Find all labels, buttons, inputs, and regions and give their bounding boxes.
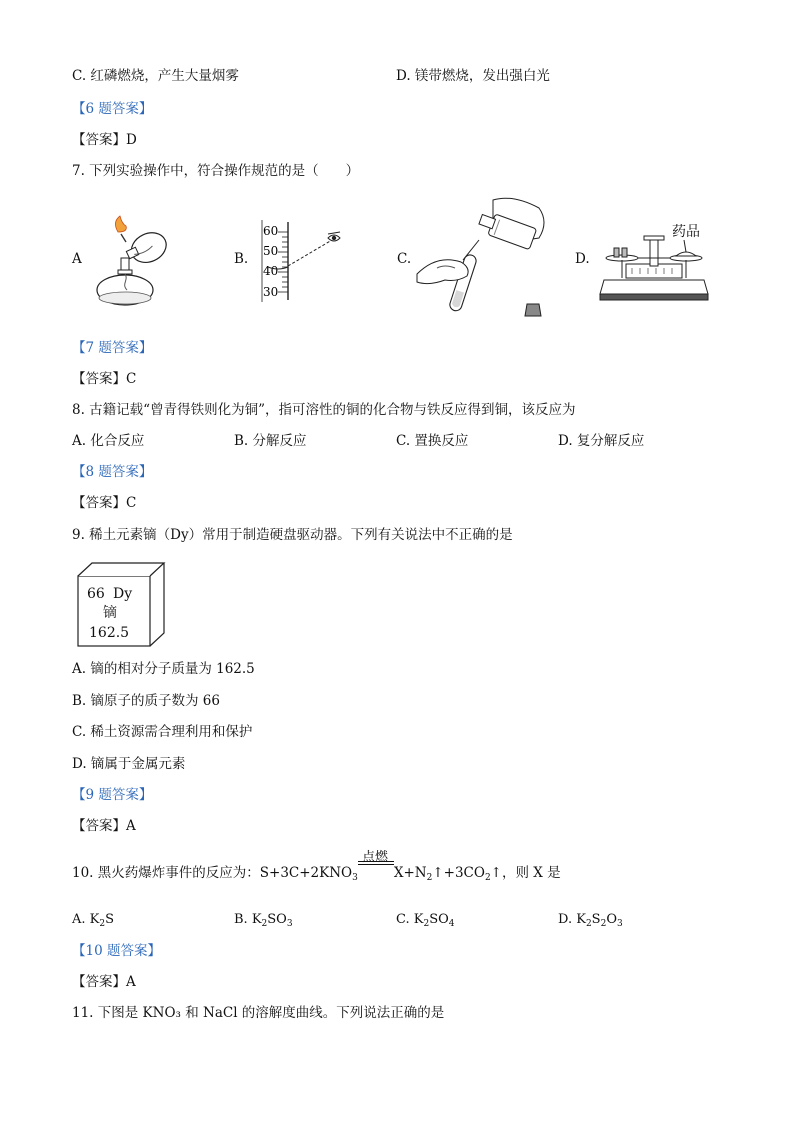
q7-label-b: B. <box>234 251 249 267</box>
q8-option-d: D. 复分解反应 <box>558 433 645 449</box>
q10-opt-c-rest: SO <box>429 912 449 927</box>
q10-stem-prefix: 10. 黑火药爆炸事件的反应为：S+3C+2KNO <box>72 865 353 881</box>
eye-icon <box>328 232 340 241</box>
q10-answer-tag: 【10 题答案】 <box>72 943 161 959</box>
q9-answer-tag: 【9 题答案】 <box>72 787 153 803</box>
q10-opt-c-k: C. K <box>396 912 424 927</box>
q10-option-d: D. $K_2S_2O_3$ <box>558 912 623 929</box>
q8-option-c: C. 置换反应 <box>396 433 469 449</box>
q10-sub-3: 3 <box>352 873 358 883</box>
q7-answer: 【答案】C <box>72 371 137 387</box>
element-symbol: Dy <box>113 586 133 602</box>
q9-option-d: D. 镝属于金属元素 <box>72 756 186 772</box>
alcohol-lamp-illustration <box>88 212 178 312</box>
reaction-condition: 点燃 <box>362 850 389 865</box>
q9-answer: 【答案】A <box>72 818 136 834</box>
q10-opt-b-k: B. K <box>234 912 262 927</box>
q7-stem: 7. 下列实验操作中，符合操作规范的是（ ） <box>72 163 360 179</box>
q10-opt-a-k: A. K <box>72 912 100 927</box>
q9-option-b: B. 镝原子的质子数为 66 <box>72 693 220 709</box>
q10-opt-d-mid: S <box>591 912 601 927</box>
q10-opt-d-k: D. K <box>558 912 586 927</box>
pouring-liquid-illustration <box>415 196 555 322</box>
element-name: 镝 <box>103 605 117 621</box>
element-cell <box>77 562 167 652</box>
balance-illustration <box>596 222 712 308</box>
q8-option-b: B. 分解反应 <box>234 433 307 449</box>
q10-arrow-mid: ↑+3CO <box>432 865 485 881</box>
q10-sub-2a: 2 <box>426 873 433 883</box>
q10-stem <box>72 864 561 882</box>
q8-option-a: A. 化合反应 <box>72 433 145 449</box>
q11-stem: 11. 下图是 KNO₃ 和 NaCl 的溶解度曲线。下列说法正确的是 <box>72 1005 445 1021</box>
q6-answer: 【答案】D <box>72 132 137 148</box>
graduated-cylinder-illustration <box>248 220 348 306</box>
q8-stem: 8. 古籍记载“曾青得铁则化为铜”，指可溶性的铜的化合物与铁反应得到铜，该反应为 <box>72 402 576 418</box>
q7-label-d: D. <box>575 251 590 267</box>
q7-label-a: A <box>72 251 82 267</box>
q7-answer-tag: 【7 题答案】 <box>72 340 153 356</box>
q10-product-x: X+N <box>393 865 427 881</box>
element-number: 66 <box>87 586 105 602</box>
cylinder-tick-40: 40 <box>263 264 279 278</box>
q10-arrow-end: ↑，则 X 是 <box>490 865 561 881</box>
q10-opt-d-rest: O <box>606 912 617 927</box>
cylinder-tick-30: 30 <box>263 285 279 299</box>
cylinder-tick-60: 60 <box>263 224 279 238</box>
cylinder-tick-50: 50 <box>263 244 279 258</box>
element-mass: 162.5 <box>89 625 130 641</box>
q10-sub-2b: 2 <box>484 873 491 883</box>
balance-drug-label: 药品 <box>672 224 700 240</box>
q10-opt-a-rest: S <box>105 912 115 927</box>
q6-option-c: C. 红磷燃烧，产生大量烟雾 <box>72 68 239 84</box>
q10-answer: 【答案】A <box>72 974 136 990</box>
reaction-arrow <box>358 864 394 882</box>
q9-option-a: A. 镝的相对分子质量为 162.5 <box>72 661 255 677</box>
q7-label-c: C. <box>397 251 412 267</box>
q8-answer: 【答案】C <box>72 495 137 511</box>
q10-option-c: C. $K_2SO_4$ <box>396 912 455 929</box>
q9-option-c: C. 稀土资源需合理利用和保护 <box>72 724 253 740</box>
q9-stem: 9. 稀土元素镝（Dy）常用于制造硬盘驱动器。下列有关说法中不正确的是 <box>72 527 513 543</box>
q10-option-a: A. $K_2S$ <box>72 912 115 929</box>
q6-answer-tag: 【6 题答案】 <box>72 101 153 117</box>
q10-option-b: B. $K_2SO_3$ <box>234 912 293 929</box>
q10-opt-b-rest: SO <box>267 912 287 927</box>
q8-answer-tag: 【8 题答案】 <box>72 464 153 480</box>
q6-option-d: D. 镁带燃烧，发出强白光 <box>396 68 550 84</box>
